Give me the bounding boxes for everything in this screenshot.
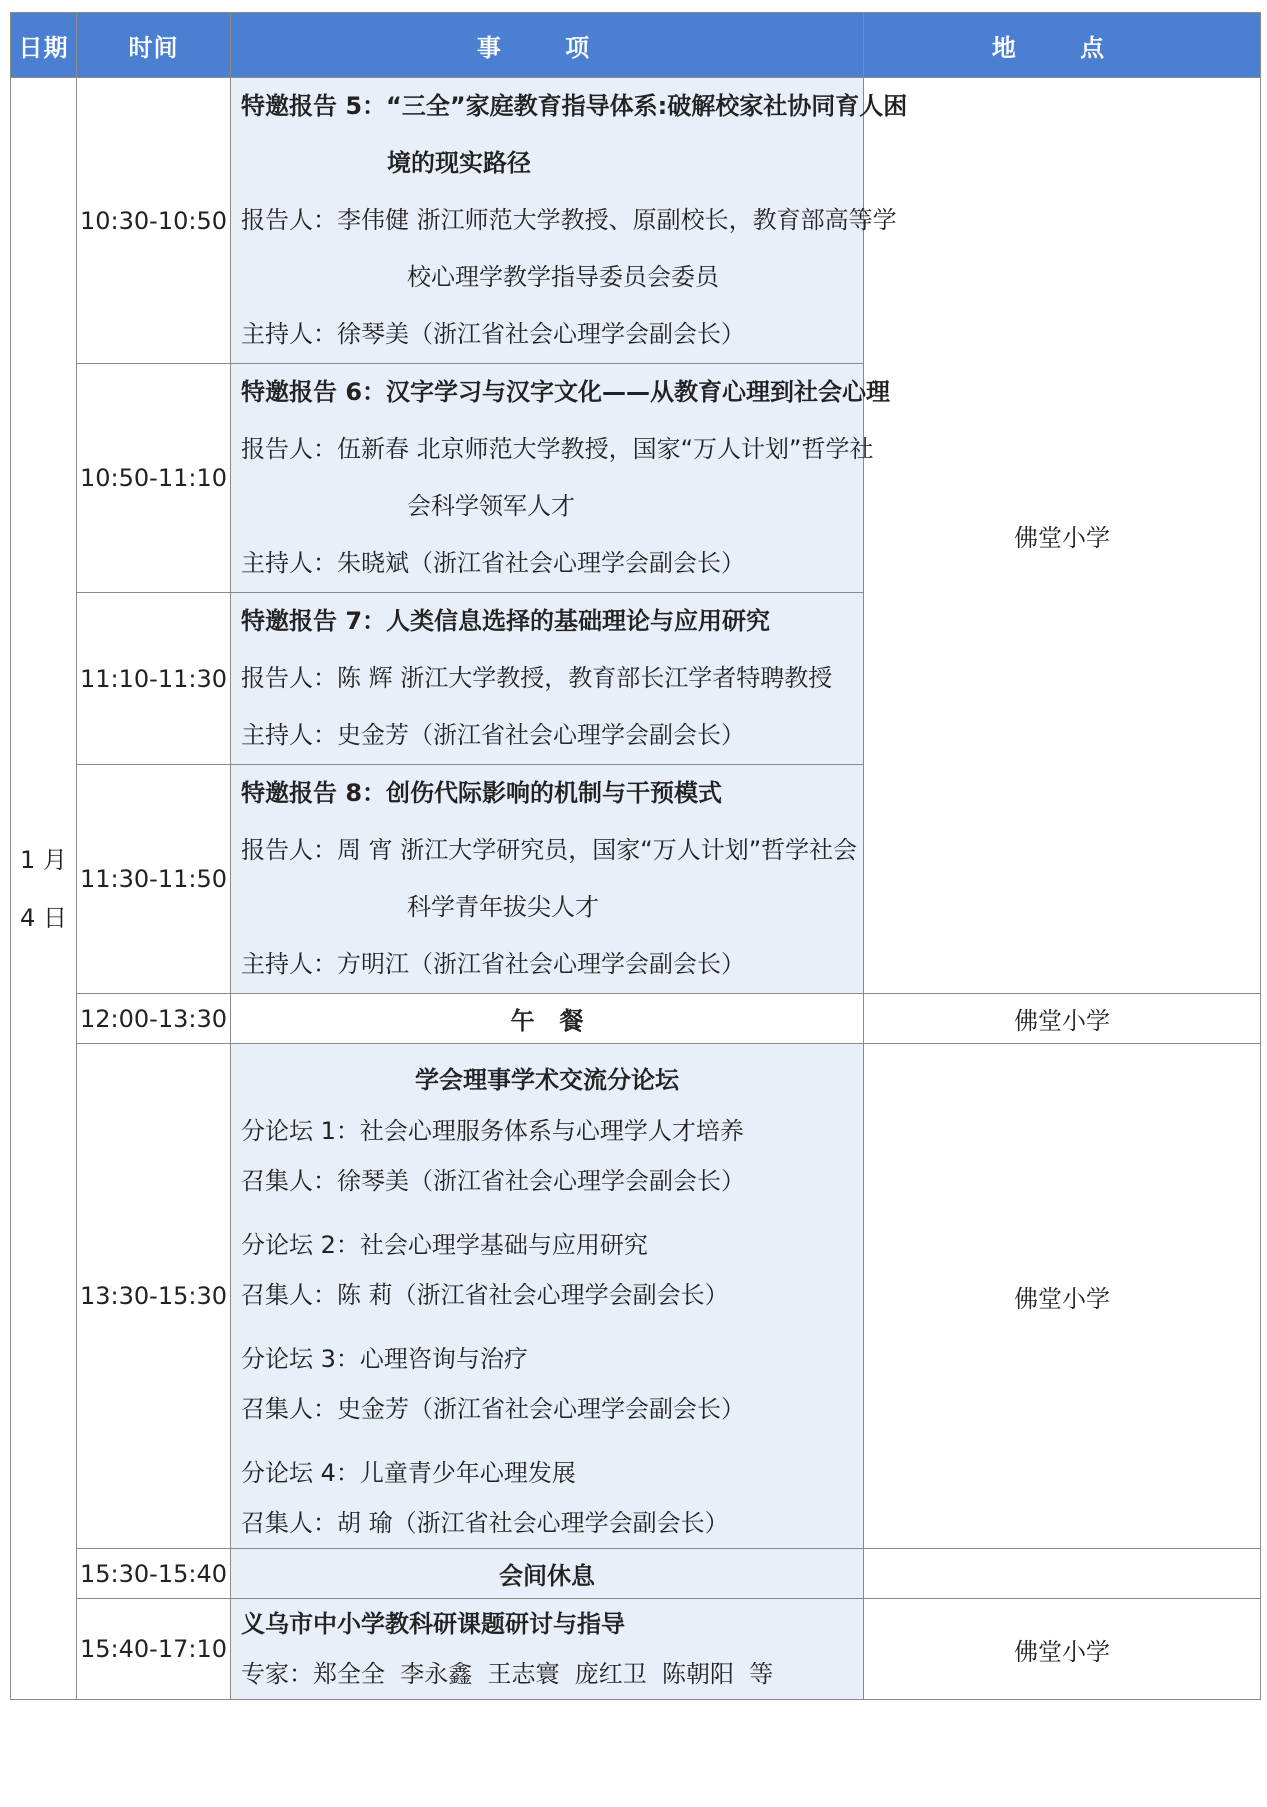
place-cell: 佛堂小学	[864, 78, 1261, 994]
event-cell	[231, 78, 908, 364]
date-cell	[11, 78, 77, 1700]
table-row	[11, 1549, 1261, 1599]
research-cell	[231, 1599, 864, 1700]
table-row	[11, 994, 1261, 1044]
subforum-convener: 召集人：徐琴美（浙江省社会心理学会副会长）	[241, 1167, 745, 1195]
event-cell	[231, 364, 891, 593]
speaker-cont: 会科学领军人才	[407, 492, 575, 520]
time-cell: 10:50-11:10	[77, 364, 231, 593]
subforum-convener: 召集人：史金芳（浙江省社会心理学会副会长）	[241, 1395, 745, 1423]
subforum-convener: 召集人：胡 瑜（浙江省社会心理学会副会长）	[241, 1509, 729, 1537]
header-row	[11, 13, 1261, 78]
experts: 专家：郑全全 李永鑫 王志寰 庞红卫 陈朝阳 等	[241, 1660, 774, 1688]
host: 主持人：徐琴美（浙江省社会心理学会副会长）	[241, 320, 745, 348]
research-title: 义乌市中小学教科研课题研讨与指导	[241, 1610, 625, 1638]
table-row	[11, 78, 1261, 364]
event-cell	[231, 593, 864, 765]
time-cell: 12:00-13:30	[77, 994, 231, 1044]
speaker-cont: 校心理学教学指导委员会委员	[407, 263, 719, 291]
place-cell: 佛堂小学	[864, 1599, 1261, 1700]
place-cell: 佛堂小学	[864, 1044, 1261, 1549]
date-month: 1 月	[20, 845, 67, 874]
time-cell: 15:30-15:40	[77, 1549, 231, 1599]
host: 主持人：朱晓斌（浙江省社会心理学会副会长）	[241, 549, 745, 577]
time-cell: 13:30-15:30	[77, 1044, 231, 1549]
report-title: 特邀报告 6：汉字学习与汉字文化——从教育心理到社会心理	[241, 378, 891, 406]
speaker: 报告人：李伟健 浙江师范大学教授、原副校长，教育部高等学	[241, 206, 897, 234]
report-title: 特邀报告 5：“三全”家庭教育指导体系:破解校家社协同育人困	[241, 92, 908, 120]
date-day: 4 日	[20, 903, 67, 932]
forum-title: 学会理事学术交流分论坛	[415, 1066, 679, 1094]
report-title: 特邀报告 7：人类信息选择的基础理论与应用研究	[241, 607, 771, 635]
place-cell: 佛堂小学	[864, 994, 1261, 1044]
subforum-name: 分论坛 1：社会心理服务体系与心理学人才培养	[241, 1117, 744, 1145]
table-row	[11, 1599, 1261, 1700]
forum-cell	[231, 1044, 864, 1549]
time-cell: 10:30-10:50	[77, 78, 231, 364]
host: 主持人：史金芳（浙江省社会心理学会副会长）	[241, 721, 745, 749]
place-cell	[864, 1549, 1261, 1599]
host: 主持人：方明江（浙江省社会心理学会副会长）	[241, 950, 745, 978]
event-cell	[231, 765, 864, 994]
time-cell: 15:40-17:10	[77, 1599, 231, 1700]
speaker: 报告人：伍新春 北京师范大学教授，国家“万人计划”哲学社	[241, 435, 874, 463]
speaker-cont: 科学青年拔尖人才	[407, 893, 599, 921]
time-cell: 11:10-11:30	[77, 593, 231, 765]
schedule-table	[10, 12, 1261, 1700]
header-time: 时间	[77, 13, 231, 78]
subforum-convener: 召集人：陈 莉（浙江省社会心理学会副会长）	[241, 1281, 729, 1309]
break-label: 会间休息	[231, 1549, 864, 1599]
lunch-label: 午 餐	[231, 994, 864, 1044]
speaker: 报告人：陈 辉 浙江大学教授，教育部长江学者特聘教授	[241, 664, 833, 692]
header-event: 事 项	[231, 13, 864, 78]
subforum-name: 分论坛 2：社会心理学基础与应用研究	[241, 1231, 648, 1259]
table-row	[11, 1044, 1261, 1549]
report-title-cont: 境的现实路径	[387, 149, 531, 177]
subforum-name: 分论坛 3：心理咨询与治疗	[241, 1345, 528, 1373]
time-cell: 11:30-11:50	[77, 765, 231, 994]
speaker: 报告人：周 宵 浙江大学研究员，国家“万人计划”哲学社会	[241, 836, 858, 864]
subforum-name: 分论坛 4：儿童青少年心理发展	[241, 1459, 576, 1487]
report-title: 特邀报告 8：创伤代际影响的机制与干预模式	[241, 779, 723, 807]
header-date: 日期	[11, 13, 77, 78]
header-place: 地 点	[864, 13, 1261, 78]
